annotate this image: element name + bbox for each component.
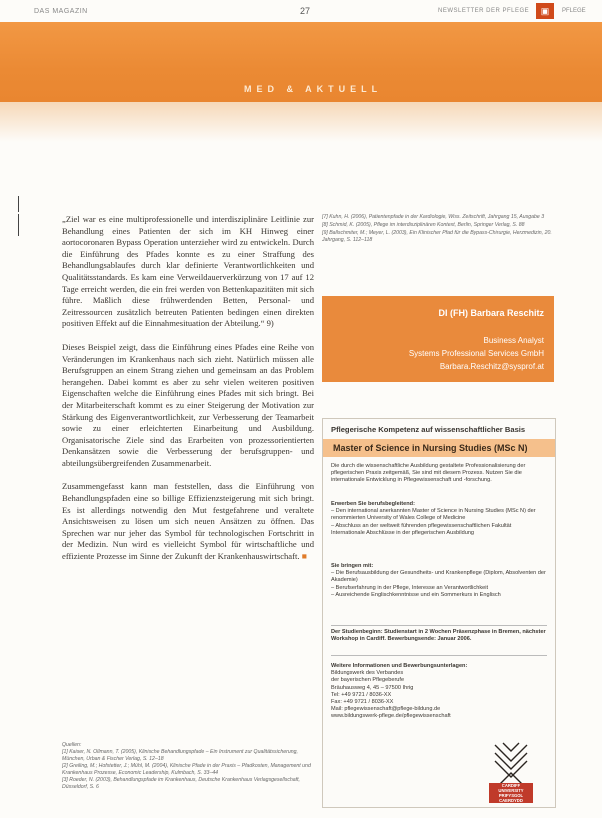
ad-divider xyxy=(331,655,547,656)
ad-contact xyxy=(331,663,481,721)
reference-item: [7] Kuhn, H. (2006), Patientenpfade in der Kardiologie, Wiss. Zeitschrift, Jahrgang 15, Ausgabe 3 xyxy=(322,214,545,220)
ad-divider xyxy=(331,625,547,626)
article-end-mark-icon: ■ xyxy=(301,551,307,562)
ad-program-band xyxy=(323,439,555,457)
ad-contact-line: Bräuhausweg 4, 45 – 97500 Ihrig xyxy=(331,684,414,691)
article-paragraph-text: Zusammengefasst kann man feststellen, dass die Einführung von Behandlungspfaden eine so billige Effizienzsteigerung mit sich bringt. Es ist allerdings notwendig den Mut festgefahrene und veraltete Ansichtsweisen zu lösen um sich neuen Ansätzen zu öffnen. Das Sprechen war nur jeher das Symbol für technologischen Fortschritt in der Medizin. Nun wird es vielleicht Symbol für wirtschaftliche und effiziente Prozesse im Sinne der Zukunft der Krankenhauswirtschaft. xyxy=(62,481,314,562)
reference-item: [1] Kaiser, N. Ollmann, T. (2005), Klinische Behandlungspfade – Ein Instrument zur Qualitätssicherung, München, Urban & Fischer Verlag, S. 12–18 xyxy=(62,749,298,762)
ad-contact-line: Bildungswerk des Verbandes xyxy=(331,670,404,677)
ad-contact-line: Tel: +49 9721 / 8036-XX xyxy=(331,691,392,698)
magazine-logo-icon: ▣ xyxy=(536,3,554,19)
ad-contact-line: Fax: +49 9721 / 8036-XX xyxy=(331,699,394,706)
ad-list-item: – Den international anerkannten Master of Science in Nursing Studies (MSc N) der renommierten University of Wales College of Medicine xyxy=(331,508,536,522)
reference-item: [8] Schmid, K. (2005), Pflege im interdisziplinären Kontext, Berlin, Springer Verlag, S. 88 xyxy=(322,222,525,228)
author-email[interactable]: Barbara.Reschitz@sysprof.at xyxy=(439,362,544,371)
ad-requirements-title: Erwerben Sie berufsbegleitend: xyxy=(331,501,415,507)
university-logo: CARDIFF UNIVERSITY PRIFYSGOL CAERDYDD xyxy=(489,783,533,803)
section-banner xyxy=(0,22,602,102)
ad-requirements xyxy=(331,501,547,537)
ad-headline: Pflegerische Kompetenz auf wissenschaftlicher Basis xyxy=(331,425,526,434)
ad-program-title: Master of Science in Nursing Studies (MSc N) xyxy=(333,443,528,453)
article-paragraph xyxy=(62,481,314,562)
margin-mark xyxy=(18,214,19,236)
author-company: Systems Professional Services GmbH xyxy=(408,349,544,358)
section-title: MED & AKTUELL xyxy=(244,84,383,94)
author-name: DI (FH) Barbara Reschitz xyxy=(438,308,544,318)
reference-item: [9] Ballschmiter, M.; Meyer, L. (2003), Ein Klinischer Pfad für die Bypass-Chirurgie, Herzmedizin, 20. Jahrgang, S. 112–118 xyxy=(322,230,552,243)
ad-offer-title: Sie bringen mit: xyxy=(331,563,374,569)
reference-item: [2] Greiling, M.; Hofstetter, J.; Mühl, M. (2004), Klinische Pfade in der Praxis – Pfadkosten, Management und Krankenhaus Prozesse, Economic Leadership, Kulmbach, S. 33–44 xyxy=(62,763,311,776)
ad-date xyxy=(331,629,547,643)
ad-list-item: Internationale Abschlüsse in der pflegerischen Ausbildung xyxy=(331,529,475,536)
header-right-label: NEWSLETTER DER PFLEGE xyxy=(438,8,530,14)
margin-mark xyxy=(18,196,19,212)
ad-list-item: – Abschluss an der weltweit führenden pflegewissenschaftlichen Fakultät xyxy=(331,522,512,529)
references-left xyxy=(62,742,314,791)
references-title: Quellen: xyxy=(62,742,82,748)
page-number: 27 xyxy=(300,6,311,16)
ad-contact-website[interactable]: www.bildungswerk-pflege.de/pflegewissenschaft xyxy=(331,713,451,720)
university-crest-icon xyxy=(489,739,533,789)
article-paragraph: „Ziel war es eine multiprofessionelle und interdisziplinäre Leitlinie zur Behandlung eines Patienten der sich im KH Hinweg einer aortocoronaren Bypass Operation unterzieher wird zu entwickeln. Durch die Einführung des Pfades konnte es zu einer Straffung des Behandlungsablaufes durch klar definierte Verantwortlichkeiten und Qualitätsstandards. Es kam eine Verweildauerverkürzung von 17 auf 12 Tage erreicht werden, die ein frei werden von Bettenkapazitäten mit sich führe. Maßlich diese frühwerdenden Betten, Personal- und Zeitressourcen zusätzlich betreuten Patienten bedingen einen direkten positiven Effekt auf die Einnahmesituation der Abteilung.“ 9) xyxy=(62,214,314,329)
reference-item: [3] Roeder, N. (2003), Behandlungspfade im Krankenhaus, Deutsche Krankenhaus Verlagsgesellschaft, Düsseldorf, S. 6 xyxy=(62,777,301,790)
article-body xyxy=(62,214,314,575)
ad-offer xyxy=(331,563,547,599)
ad-list-item: – Berufserfahrung in der Pflege, Interesse an Verantwortlichkeit xyxy=(331,584,489,591)
header-left-label: DAS MAGAZIN xyxy=(34,8,88,15)
ad-contact-email[interactable]: Mail: pflegewissenschaft@pflege-bildung.de xyxy=(331,706,441,713)
author-box xyxy=(322,296,554,382)
references-right xyxy=(322,214,554,245)
ad-contact-title: Weitere Informationen und Bewerbungsunterlagen: xyxy=(331,663,468,669)
top-header-strip xyxy=(0,0,602,22)
banner-fade xyxy=(0,102,602,142)
ad-date-text: Der Studienbeginn: Studienstart in 2 Wochen Präsenzphase in Bremen, nächster Workshop in Cardiff. Bewerbungsende: Januar 2006. xyxy=(331,629,546,643)
ad-list-item: – Die Berufsausbildung der Gesundheits- und Krankenpflege (Diplom, Absolventen der Akademie) xyxy=(331,570,546,584)
ad-intro xyxy=(331,463,547,485)
ad-list-item: – Ausreichende Englischkenntnisse und ein Sommerkurs in Englisch xyxy=(331,591,501,598)
advertisement-box xyxy=(322,418,556,808)
author-role: Business Analyst xyxy=(483,336,544,345)
article-paragraph: Dieses Beispiel zeigt, dass die Einführung eines Pfades eine Reihe von Veränderungen im Krankenhaus nach sich zieht. Natürlich müssen alle Berufsgruppen an einem Strang ziehen und gemeinsam an das Problem herangehen. Dabei kommt es aber zu sehr vielen weiteren positiven Eigenschaften welche die Einführung eines Pfades mit sich bringt. Bei der Mitarbeiterschaft kommt es zu einer Steigerung der Motivation zur Stärkung des Eigenverantwortlichkeit, zur Verbesserung der Teamarbeit sowie zu einer erleichterten Einarbeitung und Ausbildung. Organisatorische Ziele sind das Erarbeiten von prozessorientierten Denkansätzen sowie die Verbesserung der berufsgruppen- und abteilungsübergreifenden Zusammenarbeit. xyxy=(62,341,314,468)
ad-intro-text: Die durch die wissenschaftliche Ausbildung gestaltete Professionalisierung der pflegerischen Praxis zeitgemäß, Sie sind mit diesem Prozess. Nutzen Sie die internationale Entwicklung in Pflegewissenschaft und -forschung. xyxy=(331,463,526,484)
header-mini-label: PFLEGE xyxy=(562,8,586,14)
ad-contact-line: der bayerischen Pflegeberufe xyxy=(331,677,405,684)
